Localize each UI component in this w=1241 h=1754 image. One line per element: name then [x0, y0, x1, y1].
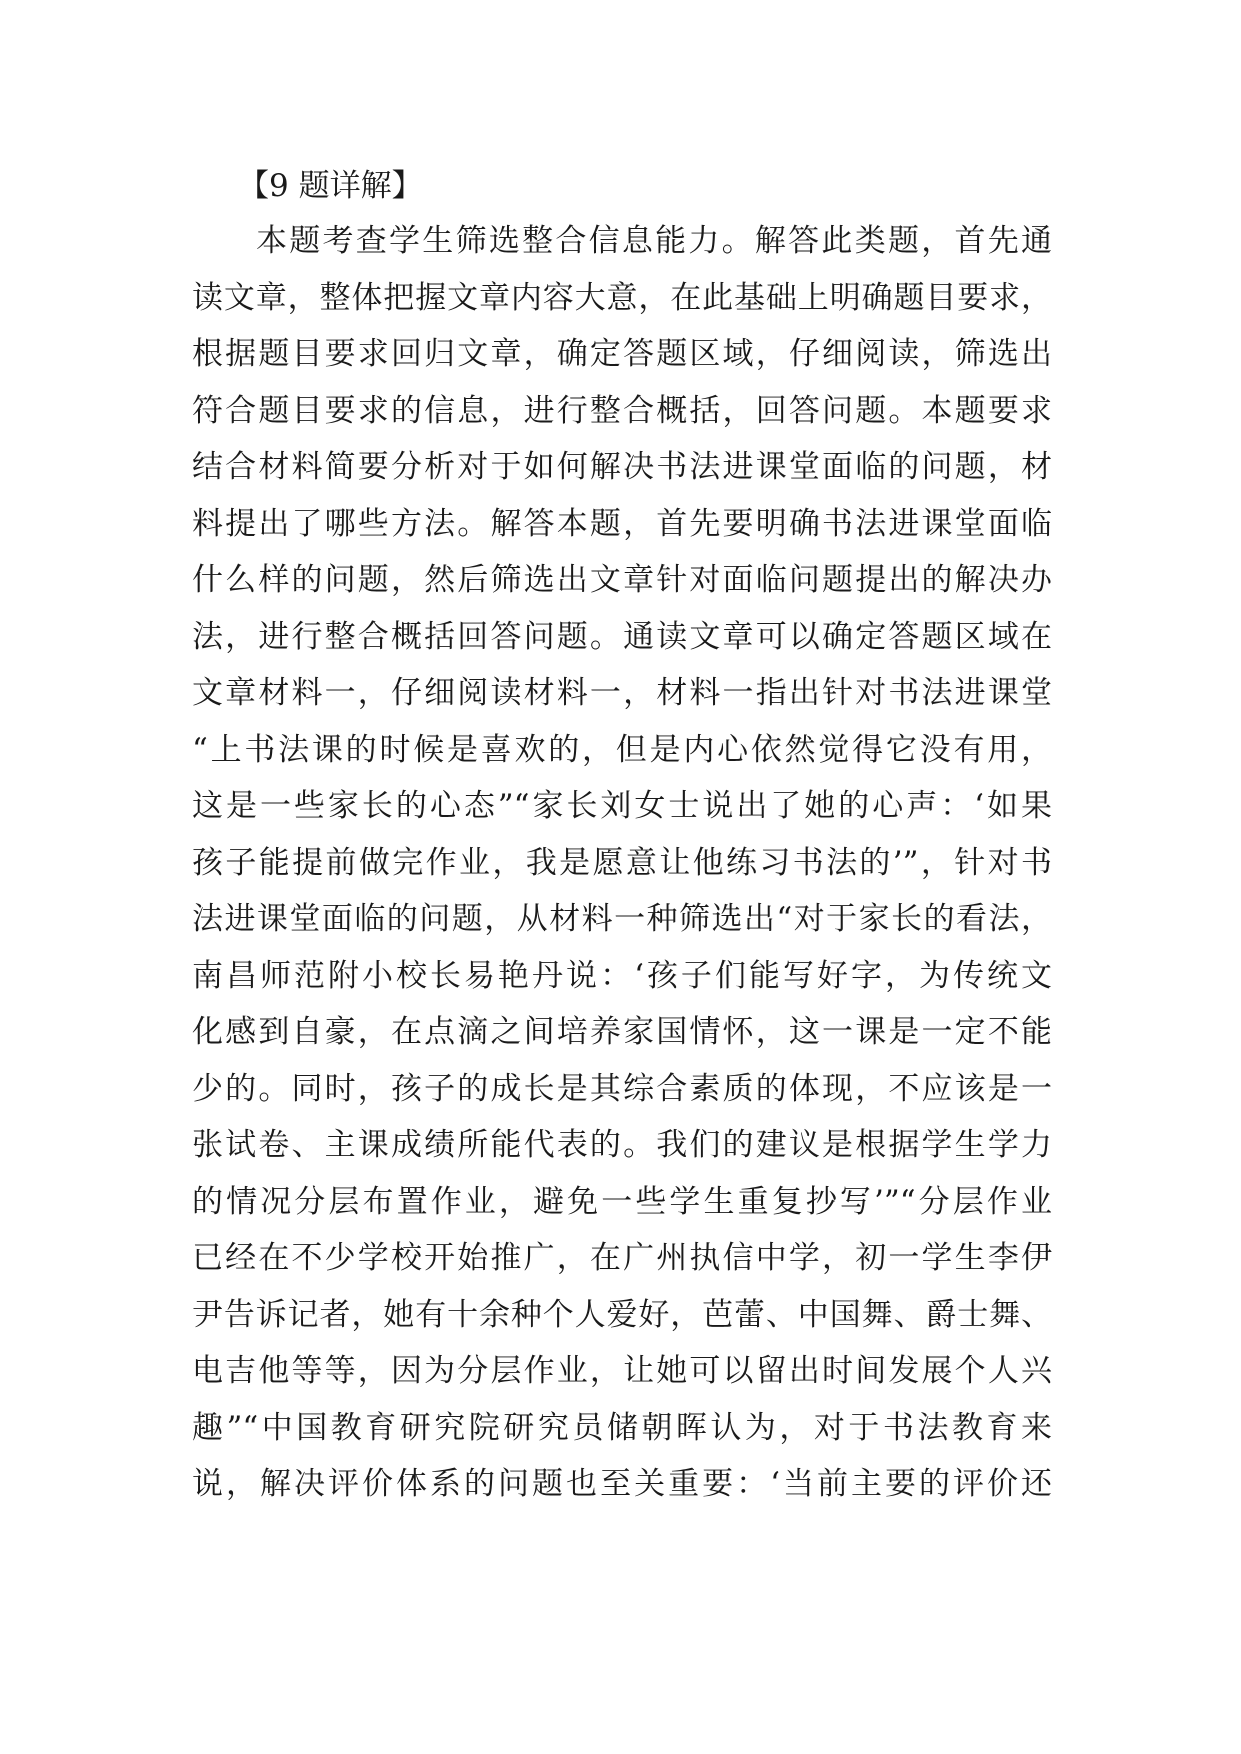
text-line: 这是一些家长的心态”“家长刘女士说出了她的心声：‘如果: [192, 788, 1052, 824]
text-line: 南昌师范附小校长易艳丹说：‘孩子们能写好字，为传统文: [192, 957, 1052, 994]
text-line: 孩子能提前做完作业，我是愿意让他练习书法的’”，针对书: [192, 844, 1052, 881]
text-line: 料提出了哪些方法。解答本题，首先要明确书法进课堂面临: [192, 505, 1052, 542]
paragraph: [192, 213, 1052, 1513]
text-line: 电吉他等等，因为分层作业，让她可以留出时间发展个人兴: [192, 1353, 1052, 1389]
text-line: 本题考查学生筛选整合信息能力。解答此类题，首先通: [256, 223, 1052, 259]
text-line: 读文章，整体把握文章内容大意，在此基础上明确题目要求，: [192, 279, 1052, 316]
text-line: 法，进行整合概括回答问题。通读文章可以确定答题区域在: [192, 618, 1052, 655]
text-line: 趣”“中国教育研究院研究员储朝晖认为，对于书法教育来: [192, 1409, 1052, 1446]
section-heading: 【9 题详解】: [238, 168, 423, 204]
text-line: 符合题目要求的信息，进行整合概括，回答问题。本题要求: [192, 392, 1052, 429]
text-line: 少的。同时，孩子的成长是其综合素质的体现，不应该是一: [192, 1070, 1052, 1107]
text-line: 的情况分层布置作业，避免一些学生重复抄写’”“分层作业: [192, 1183, 1052, 1220]
text-line: 张试卷、主课成绩所能代表的。我们的建议是根据学生学力: [192, 1127, 1052, 1163]
text-line: 结合材料简要分析对于如何解决书法进课堂面临的问题，材: [192, 449, 1052, 485]
text-line: 化感到自豪，在点滴之间培养家国情怀，这一课是一定不能: [192, 1014, 1052, 1050]
text-line: 尹告诉记者，她有十余种个人爱好，芭蕾、中国舞、爵士舞、: [192, 1296, 1052, 1333]
text-line: “上书法课的时候是喜欢的，但是内心依然觉得它没有用，: [192, 731, 1052, 768]
text-line: 说，解决评价体系的问题也至关重要：‘当前主要的评价还: [192, 1466, 1052, 1502]
text-line: 已经在不少学校开始推广，在广州执信中学，初一学生李伊: [192, 1240, 1052, 1276]
text-line: 法进课堂面临的问题，从材料一种筛选出“对于家长的看法，: [192, 901, 1052, 937]
text-line: 什么样的问题，然后筛选出文章针对面临问题提出的解决办: [192, 562, 1052, 598]
text-line: 根据题目要求回归文章，确定答题区域，仔细阅读，筛选出: [192, 336, 1052, 372]
text-line: 文章材料一，仔细阅读材料一，材料一指出针对书法进课堂: [192, 675, 1052, 711]
